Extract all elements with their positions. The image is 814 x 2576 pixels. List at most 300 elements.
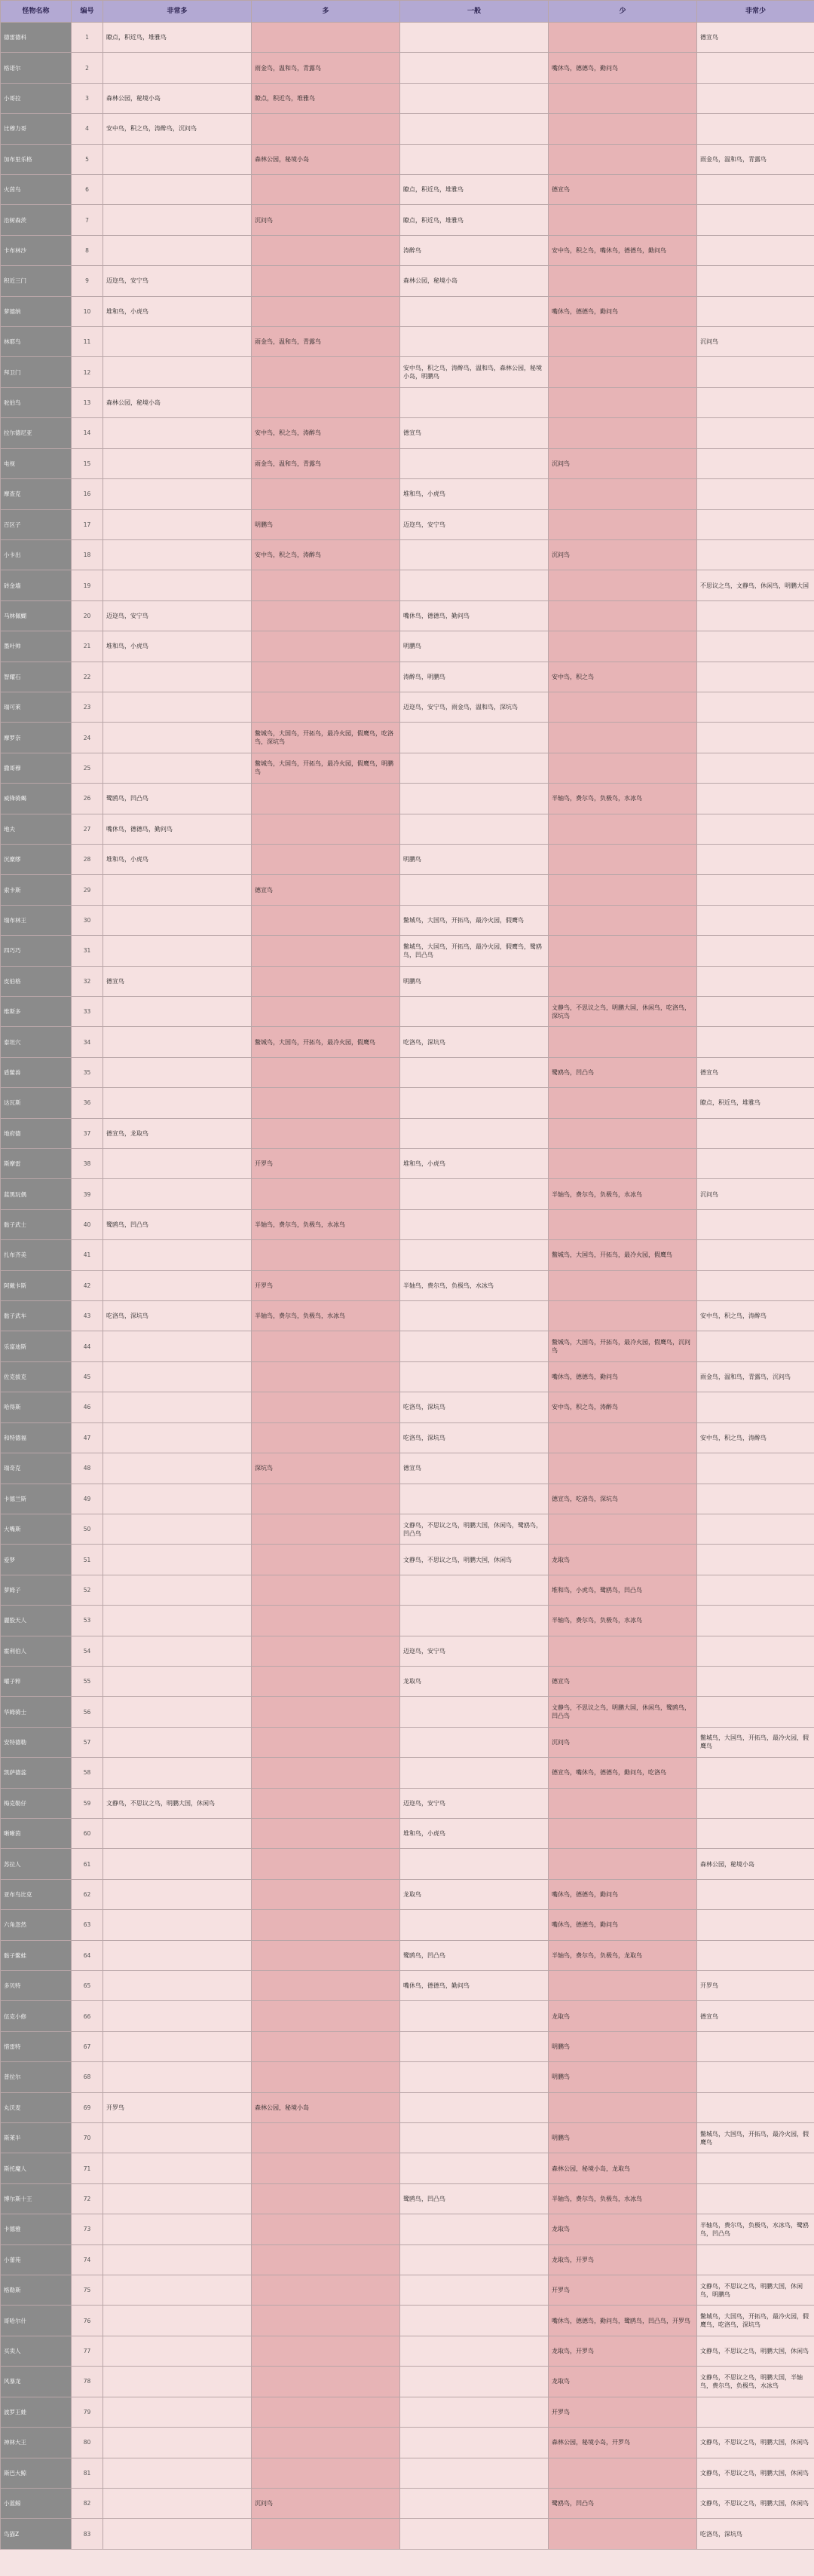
very-few-cell [697,2031,814,2061]
few-cell: 堆和鸟，小虎鸟，鹭鸥鸟，凹凸鸟 [549,1575,697,1605]
normal-cell: 德宣鸟 [400,418,549,448]
monster-number-cell: 20 [72,600,103,631]
few-cell: 嘴休鸟，德德鸟，勤问鸟 [549,53,697,83]
normal-cell [400,2123,549,2153]
many-cell [252,2519,400,2549]
very-few-cell: 雨金鸟，温和鸟，青露鸟 [697,144,814,174]
normal-cell: 迈迩鸟，安宁鸟 [400,1788,549,1818]
table-row [1,1088,814,1118]
table-row [1,2062,814,2092]
normal-cell: 明鹏鸟 [400,844,549,874]
very-few-cell [697,1575,814,1605]
table-row [1,1818,814,1848]
few-cell: 半轴鸟，费尔鸟，负极鸟，龙取鸟 [549,1940,697,1970]
many-cell [252,1361,400,1392]
few-cell: 龙取鸟 [549,2367,697,2397]
very-few-cell [697,479,814,509]
many-cell: 瞭点，积近鸟，堆雅鸟 [252,83,400,113]
few-cell [549,1301,697,1331]
very-many-cell [103,997,252,1027]
many-cell [252,2062,400,2092]
very-few-cell [697,1027,814,1057]
few-cell [549,692,697,722]
monster-name-cell: 神林大王 [1,2428,72,2458]
very-many-cell: 嘴休鸟，德德鸟，勤问鸟 [103,814,252,844]
monster-name-cell: 卡德雅 [1,2214,72,2244]
many-cell: 鳖城鸟，大国鸟，开拓鸟，最冷火园，假鹰鸟，吃洛鸟，深坑鸟 [252,723,400,753]
very-many-cell [103,905,252,935]
monster-number-cell: 17 [72,509,103,539]
very-few-cell [697,175,814,205]
few-cell: 龙取鸟 [549,2214,697,2244]
very-few-cell [697,2183,814,2214]
monster-name-cell: 爱梦 [1,1545,72,1575]
normal-cell: 堆和鸟，小虎鸟 [400,1149,549,1179]
monster-name-cell: 斯摩雷 [1,1149,72,1179]
few-cell [549,1118,697,1148]
normal-cell [400,1758,549,1788]
very-few-cell [697,235,814,265]
very-many-cell: 安中鸟，积之鸟，涛醉鸟，沉问鸟 [103,114,252,144]
monster-number-cell: 70 [72,2123,103,2153]
monster-number-cell: 51 [72,1545,103,1575]
very-many-cell: 堆和鸟，小虎鸟 [103,296,252,326]
many-cell [252,479,400,509]
very-many-cell [103,2031,252,2061]
table-row [1,2397,814,2427]
very-many-cell [103,357,252,387]
monster-name-cell: 智耀石 [1,662,72,692]
monster-number-cell: 47 [72,1422,103,1453]
monster-number-cell: 52 [72,1575,103,1605]
table-row [1,997,814,1027]
few-cell: 嘴休鸟，德德鸟，勤问鸟 [549,1879,697,1909]
table-row [1,144,814,174]
monster-name-cell: 盾鳖兽 [1,1057,72,1087]
normal-cell [400,1361,549,1392]
very-many-cell [103,2062,252,2092]
many-cell [252,631,400,662]
very-few-cell [697,205,814,235]
monster-name-cell: 伍克小修 [1,2001,72,2031]
many-cell: 鳖城鸟，大国鸟，开拓鸟，最冷火园，假鹰鸟，明鹏鸟 [252,753,400,783]
very-many-cell: 堆和鸟，小虎鸟 [103,631,252,662]
many-cell [252,1697,400,1727]
monster-name-cell: 买卖人 [1,2336,72,2366]
very-many-cell [103,175,252,205]
normal-cell [400,114,549,144]
monster-name-cell: 撒哥穆 [1,753,72,783]
monster-number-cell: 39 [72,1179,103,1209]
very-many-cell [103,1758,252,1788]
monster-number-cell: 62 [72,1879,103,1909]
very-few-cell [697,2062,814,2092]
very-few-cell [697,448,814,478]
very-many-cell [103,1575,252,1605]
many-cell [252,2153,400,2183]
monster-name-cell: 麗股天人 [1,1606,72,1636]
monster-name-cell: 火茵鸟 [1,175,72,205]
table-row [1,387,814,417]
very-many-cell [103,1910,252,1940]
very-many-cell [103,2428,252,2458]
monster-name-cell: 马林佩蝴 [1,600,72,631]
many-cell [252,175,400,205]
table-body [1,23,814,2550]
very-few-cell: 鳖城鸟，大国鸟，开拓鸟，最冷火园，假鹰鸟 [697,1727,814,1757]
very-few-cell [697,2092,814,2122]
very-few-cell: 文静鸟，不思议之鸟，明鹏大国，休闲鸟 [697,2458,814,2488]
few-cell: 嘴休鸟，德德鸟，勤问鸟 [549,296,697,326]
monster-name-cell: 大嘴斯 [1,1514,72,1544]
very-many-cell [103,1027,252,1057]
header-number: 编号 [72,1,103,23]
monster-number-cell: 48 [72,1453,103,1484]
monster-number-cell: 11 [72,327,103,357]
few-cell [549,2458,697,2488]
very-few-cell: 沉问鸟 [697,1179,814,1209]
many-cell [252,2306,400,2336]
monster-number-cell: 71 [72,2153,103,2183]
monster-name-cell: 和特德福 [1,1422,72,1453]
many-cell [252,266,400,296]
very-few-cell: 不思议之鸟，文静鸟，休闲鸟，明鹏大国 [697,570,814,600]
monster-name-cell: 小卡出 [1,539,72,570]
many-cell [252,1088,400,1118]
table-header-row [1,1,814,23]
very-few-cell [697,1666,814,1696]
normal-cell: 吃洛鸟，深坑鸟 [400,1392,549,1422]
very-few-cell [697,600,814,631]
few-cell [549,23,697,53]
many-cell: 雨金鸟，温和鸟，青露鸟 [252,327,400,357]
very-many-cell: 迈迩鸟，安宁鸟 [103,600,252,631]
very-many-cell [103,1057,252,1087]
few-cell: 鹭鸥鸟，凹凸鸟 [549,1057,697,1087]
monster-number-cell: 5 [72,144,103,174]
normal-cell: 安中鸟，积之鸟，涛醉鸟，温和鸟，森林公园，秘境小岛，明鹏鸟 [400,357,549,387]
normal-cell [400,387,549,417]
very-few-cell [697,2244,814,2275]
monster-number-cell: 43 [72,1301,103,1331]
very-many-cell: 德宣鸟 [103,966,252,996]
monster-name-cell: 维斯多 [1,997,72,1027]
normal-cell: 瞭点，积近鸟，堆雅鸟 [400,175,549,205]
monster-name-cell: 电视 [1,448,72,478]
very-few-cell: 鳖城鸟，大国鸟，开拓鸟，最冷火园，假鹰鸟，吃洛鸟，深坑鸟 [697,2306,814,2336]
few-cell: 德宣鸟 [549,1666,697,1696]
very-many-cell [103,2001,252,2031]
few-cell [549,1788,697,1818]
monster-name-cell: 斯莱半 [1,2123,72,2153]
few-cell: 森林公园，秘境小岛，龙取鸟 [549,2153,697,2183]
monster-number-cell: 56 [72,1697,103,1727]
monster-number-cell: 32 [72,966,103,996]
very-few-cell [697,1606,814,1636]
monster-name-cell: 安特德勒 [1,1727,72,1757]
many-cell: 雨金鸟，温和鸟，青露鸟 [252,53,400,83]
table-row [1,1027,814,1057]
monster-number-cell: 77 [72,2336,103,2366]
normal-cell: 明鹏鸟 [400,966,549,996]
normal-cell: 堆和鸟，小虎鸟 [400,479,549,509]
very-many-cell [103,692,252,722]
normal-cell [400,2275,549,2306]
very-many-cell [103,1879,252,1909]
normal-cell [400,1727,549,1757]
monster-number-cell: 14 [72,418,103,448]
table-row [1,600,814,631]
monster-name-cell: 加布里乐格 [1,144,72,174]
very-few-cell [697,1879,814,1909]
very-few-cell: 德宣鸟 [697,1057,814,1087]
very-few-cell: 德宣鸟 [697,23,814,53]
monster-number-cell: 79 [72,2397,103,2427]
many-cell [252,1910,400,1940]
monster-name-cell: 拜卫门 [1,357,72,387]
few-cell [549,327,697,357]
many-cell [252,1514,400,1544]
very-many-cell [103,1240,252,1270]
table-row [1,1422,814,1453]
very-many-cell: 文静鸟，不思议之鸟，明鹏大国，休闲鸟 [103,1788,252,1818]
many-cell: 安中鸟，积之鸟，涛醉鸟 [252,539,400,570]
few-cell [549,387,697,417]
monster-name-cell: 斯巴大鲸 [1,2458,72,2488]
normal-cell: 瞭点，积近鸟，堆雅鸟 [400,205,549,235]
very-many-cell [103,2183,252,2214]
few-cell [549,814,697,844]
many-cell [252,905,400,935]
very-many-cell [103,205,252,235]
normal-cell [400,1484,549,1514]
normal-cell: 明鹏鸟 [400,631,549,662]
monster-number-cell: 64 [72,1940,103,1970]
monster-number-cell: 40 [72,1209,103,1239]
few-cell: 龙取鸟，开罗鸟 [549,2336,697,2366]
few-cell: 鳖城鸟，大国鸟，开拓鸟，最冷火园，假鹰鸟 [549,1240,697,1270]
very-many-cell [103,1392,252,1422]
very-many-cell [103,1666,252,1696]
very-many-cell [103,2244,252,2275]
normal-cell: 堆和鸟，小虎鸟 [400,1818,549,1848]
monster-name-cell: 凯萨德蕊 [1,1758,72,1788]
many-cell: 德宣鸟 [252,875,400,905]
normal-cell [400,327,549,357]
many-cell: 半轴鸟，费尔鸟，负极鸟，水冰鸟 [252,1209,400,1239]
monster-name-cell: 萝德纳 [1,296,72,326]
normal-cell: 德宣鸟 [400,1453,549,1484]
table-row [1,2488,814,2518]
normal-cell [400,814,549,844]
monster-name-cell: 积近三门 [1,266,72,296]
monster-name-cell: 四巧巧 [1,936,72,966]
normal-cell [400,2367,549,2397]
monster-name-cell: 摩罗奈 [1,723,72,753]
table-row [1,418,814,448]
very-few-cell [697,723,814,753]
monster-name-cell: 小蓝鲸 [1,2488,72,2518]
monster-number-cell: 16 [72,479,103,509]
many-cell: 深坑鸟 [252,1453,400,1484]
normal-cell [400,875,549,905]
few-cell: 半轴鸟，费尔鸟，负极鸟，水冰鸟 [549,1606,697,1636]
very-many-cell: 吃洛鸟，深坑鸟 [103,1301,252,1331]
very-many-cell [103,1484,252,1514]
few-cell: 德宣鸟 [549,175,697,205]
monster-name-cell: 普拉尔 [1,2062,72,2092]
many-cell: 开罗鸟 [252,1270,400,1300]
header-many: 多 [252,1,400,23]
monster-name-cell: 威锋骑蝎 [1,784,72,814]
many-cell [252,1758,400,1788]
many-cell [252,1484,400,1514]
many-cell [252,2183,400,2214]
very-few-cell [697,784,814,814]
very-few-cell [697,1240,814,1270]
monster-number-cell: 23 [72,692,103,722]
many-cell [252,1575,400,1605]
monster-name-cell: 亚布鸟比克 [1,1879,72,1909]
normal-cell [400,1910,549,1940]
very-few-cell [697,631,814,662]
normal-cell [400,2488,549,2518]
very-many-cell [103,2123,252,2153]
normal-cell [400,23,549,53]
monster-number-cell: 37 [72,1118,103,1148]
few-cell [549,905,697,935]
many-cell [252,2244,400,2275]
few-cell: 半轴鸟，费尔鸟，负极鸟，水冰鸟 [549,784,697,814]
very-many-cell [103,1270,252,1300]
monster-number-cell: 80 [72,2428,103,2458]
monster-name-cell: 百区子 [1,509,72,539]
monster-number-cell: 31 [72,936,103,966]
table-row [1,1788,814,1818]
very-many-cell [103,1818,252,1848]
monster-name-cell: 丸沃麦 [1,2092,72,2122]
table-row [1,1879,814,1909]
monster-name-cell: 博尔斯十王 [1,2183,72,2214]
table-row [1,1910,814,1940]
very-many-cell: 德宣鸟，龙取鸟 [103,1118,252,1148]
many-cell [252,2275,400,2306]
few-cell [549,1149,697,1179]
few-cell [549,1270,697,1300]
normal-cell [400,2092,549,2122]
very-few-cell: 安中鸟，积之鸟，涛醉鸟 [697,1422,814,1453]
many-cell [252,1940,400,1970]
very-few-cell: 文静鸟，不思议之鸟，明鹏大国，半轴鸟，费尔鸟，负极鸟，水冰鸟 [697,2367,814,2397]
very-few-cell: 雨金鸟，温和鸟，青露鸟，沉问鸟 [697,1361,814,1392]
few-cell: 嘴休鸟，德德鸟，勤问鸟 [549,1361,697,1392]
very-few-cell [697,1209,814,1239]
monster-name-cell: 小蕾苑 [1,2244,72,2275]
few-cell [549,266,697,296]
table-row [1,83,814,113]
monster-number-cell: 33 [72,997,103,1027]
table-row [1,1392,814,1422]
table-row [1,1118,814,1148]
monster-number-cell: 78 [72,2367,103,2397]
very-many-cell [103,2214,252,2244]
very-few-cell: 吃洛鸟，深坑鸟 [697,2519,814,2549]
very-few-cell [697,936,814,966]
many-cell [252,2336,400,2366]
many-cell [252,1240,400,1270]
very-many-cell [103,144,252,174]
monster-number-cell: 67 [72,2031,103,2061]
monster-name-cell: 沉糜缪 [1,844,72,874]
table-row [1,1940,814,1970]
very-few-cell: 森林公园，秘境小岛 [697,1849,814,1879]
monster-number-cell: 36 [72,1088,103,1118]
monster-name-cell: 苏拉人 [1,1849,72,1879]
monster-name-cell: 索卡斯 [1,875,72,905]
very-few-cell [697,1636,814,1666]
very-few-cell: 文静鸟，不思议之鸟，明鹏大国，休闲鸟，明鹏鸟 [697,2275,814,2306]
monster-number-cell: 73 [72,2214,103,2244]
normal-cell: 森林公园，秘境小岛 [400,266,549,296]
many-cell [252,2031,400,2061]
monster-name-cell: 瑞可莱 [1,692,72,722]
monster-name-cell: 墨叶帅 [1,631,72,662]
table-row [1,53,814,83]
few-cell [549,1088,697,1118]
few-cell [549,1971,697,2001]
table-row [1,357,814,387]
very-few-cell [697,966,814,996]
few-cell: 龙取鸟 [549,2001,697,2031]
header-very-many: 非常多 [103,1,252,23]
few-cell: 德宣鸟，嘴休鸟，德德鸟，勤问鸟，吃洛鸟 [549,1758,697,1788]
very-many-cell [103,723,252,753]
few-cell: 龙取鸟 [549,1545,697,1575]
normal-cell [400,997,549,1027]
table-row [1,1057,814,1087]
few-cell [549,631,697,662]
table-row [1,1697,814,1727]
monster-number-cell: 46 [72,1392,103,1422]
table-row [1,296,814,326]
normal-cell: 吃洛鸟，深坑鸟 [400,1027,549,1057]
few-cell [549,357,697,387]
many-cell [252,692,400,722]
monster-number-cell: 45 [72,1361,103,1392]
normal-cell: 迈迩鸟，安宁鸟 [400,1636,549,1666]
table-row [1,1331,814,1361]
monster-name-cell: 佐克拔克 [1,1361,72,1392]
normal-cell [400,2306,549,2336]
many-cell [252,1392,400,1422]
table-row [1,1606,814,1636]
header-normal: 一般 [400,1,549,23]
very-many-cell [103,1697,252,1727]
monster-name-cell: 骷子武车 [1,1301,72,1331]
many-cell [252,936,400,966]
monster-number-cell: 21 [72,631,103,662]
many-cell [252,1118,400,1148]
many-cell [252,814,400,844]
table-row [1,1849,814,1879]
many-cell [252,2214,400,2244]
many-cell [252,2397,400,2427]
monster-number-cell: 44 [72,1331,103,1361]
monster-name-cell: 比穆力哥 [1,114,72,144]
very-many-cell [103,2306,252,2336]
monster-name-cell: 地夫 [1,814,72,844]
table-row [1,2031,814,2061]
